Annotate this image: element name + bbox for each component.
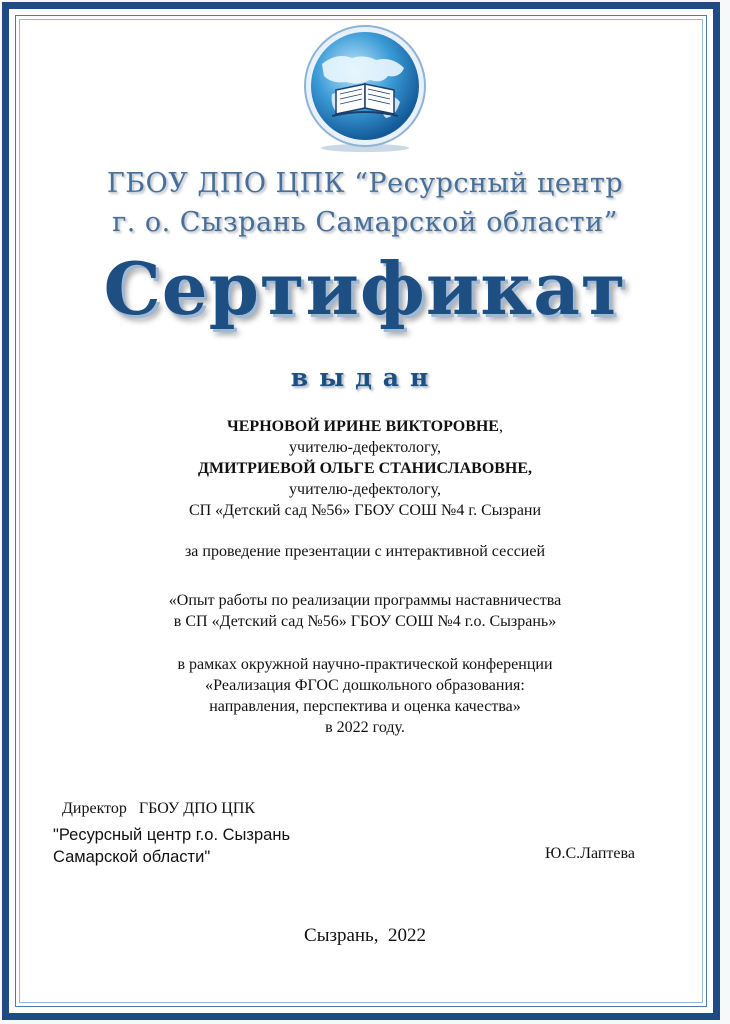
organization-title-line2: г. о. Сызрань Самарской области” — [112, 207, 618, 238]
certificate-title: Сертификат — [103, 246, 627, 331]
issued-label: выдан — [290, 363, 440, 392]
recipient-1-name-text: ЧЕРНОВОЙ ИРИНЕ ВИКТОРОВНЕ — [227, 418, 499, 435]
reason-text: за проведение презентации с интерактивной сессией — [184, 543, 546, 560]
conference-line-1: в рамках окружной научно-практической конференции — [177, 656, 553, 673]
signature-position: Директор ГБОУ ДПО ЦПК — [62, 800, 256, 817]
recipient-2-role: учителю-дефектологу, — [289, 481, 441, 498]
workplace: СП «Детский сад №56» ГБОУ СОШ №4 г. Сызрани — [188, 502, 542, 519]
recipient-1-name-suffix: , — [498, 418, 503, 435]
signature-org-line2: Самарской области" — [53, 848, 211, 866]
footer-place-year: Сызрань, 2022 — [304, 925, 426, 946]
recipient-1-name — [40, 417, 690, 437]
conference-line-3: направления, перспектива и оценка качества» — [209, 698, 521, 715]
organization-title-line1: ГБОУ ДПО ЦПК “Ресурсный центр — [106, 168, 624, 199]
conference-line-4: в 2022 году. — [325, 719, 405, 736]
topic-line-2: в СП «Детский сад №56» ГБОУ СОШ №4 г.о. Сызрань» — [173, 613, 557, 630]
recipient-1-role: учителю-дефектологу, — [289, 439, 441, 456]
topic-line-1: «Опыт работы по реализации программы наставничества — [168, 592, 562, 609]
recipient-2-name: ДМИТРИЕВОЙ ОЛЬГЕ СТАНИСЛАВОВНЕ, — [197, 460, 533, 477]
globe-book-logo-icon — [292, 24, 438, 154]
conference-line-2: «Реализация ФГОС дошкольного образования: — [205, 677, 525, 694]
signature-org-line1: "Ресурсный центр г.о. Сызрань — [53, 826, 291, 844]
signature-name: Ю.С.Лаптева — [545, 845, 635, 862]
